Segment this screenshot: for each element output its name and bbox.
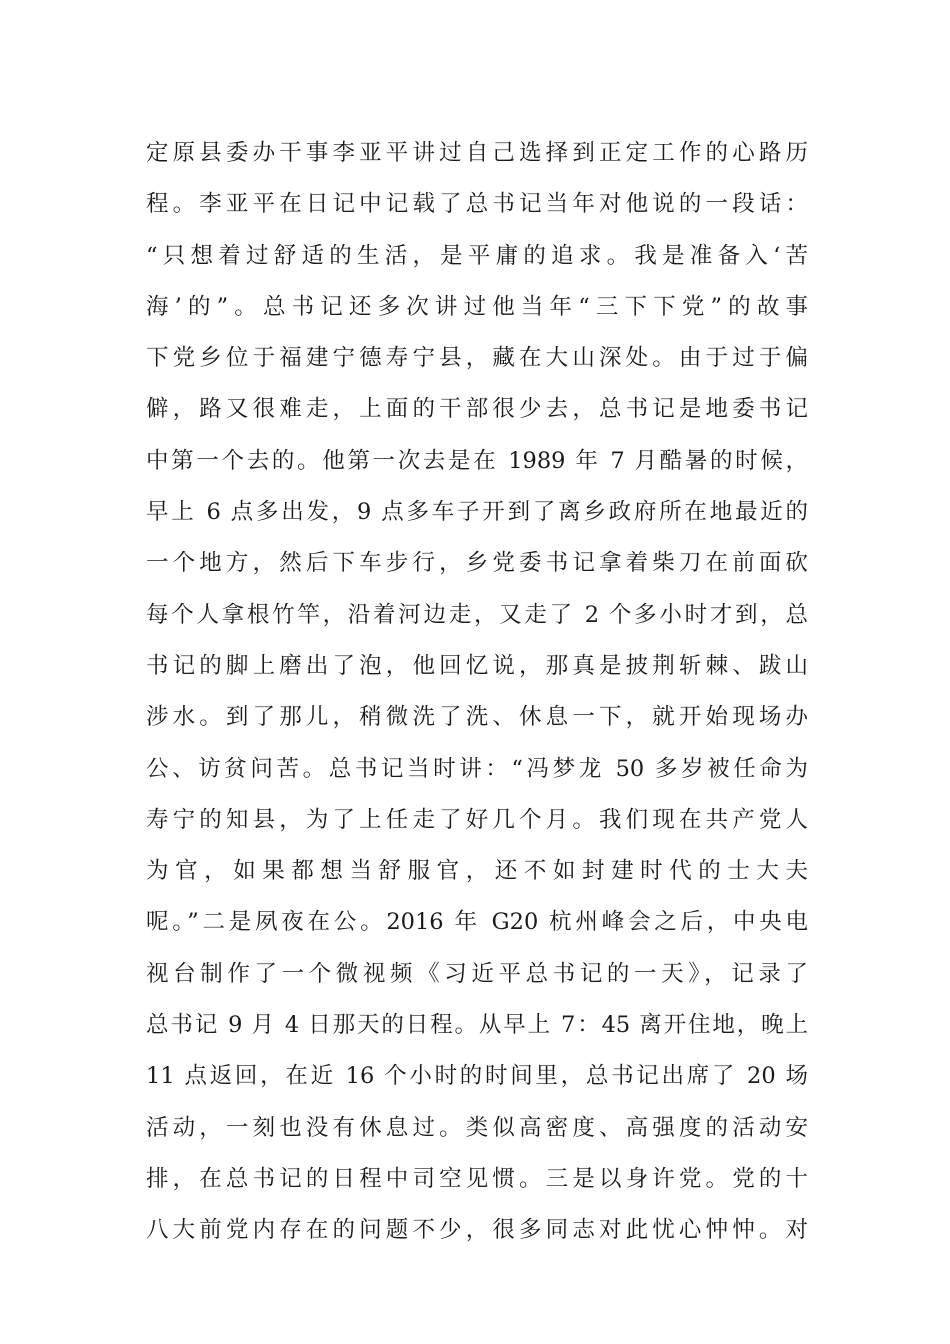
text-line: 视台制作了一个微视频《习近平总书记的一天》，记录了 — [146, 960, 808, 987]
text-line: 八大前党内存在的问题不少，很多同志对此忧心忡忡。对 — [146, 1217, 808, 1244]
text-line: 寿宁的知县，为了上任走了好几个月。我们现在共产党人 — [146, 806, 808, 833]
text-line: 为官，如果都想当舒服官，还不如封建时代的士大夫 — [146, 858, 808, 885]
text-line: 每个人拿根竹竿，沿着河边走，又走了 2 个多小时才到，总 — [146, 601, 808, 628]
text-line: “只想着过舒适的生活，是平庸的追求。我是准备入‘苦 — [146, 242, 808, 269]
text-line: 活动，一刻也没有休息过。类似高密度、高强度的活动安 — [146, 1114, 808, 1141]
text-line: 一个地方，然后下车步行，乡党委书记拿着柴刀在前面砍 — [146, 550, 808, 577]
text-line: 早上 6 点多出发，9 点多车子开到了离乡政府所在地最近的 — [146, 499, 808, 526]
text-line: 公、访贫问苦。总书记当时讲：“冯梦龙 50 多岁被任命为 — [146, 755, 808, 782]
text-line: 11 点返回，在近 16 个小时的时间里，总书记出席了 20 场 — [146, 1063, 808, 1090]
body-text — [146, 128, 808, 1257]
text-line: 定原县委办干事李亚平讲过自己选择到正定工作的心路历 — [146, 140, 808, 166]
text-line: 呢。”二是夙夜在公。2016 年 G20 杭州峰会之后，中央电 — [146, 909, 808, 936]
text-line: 程。李亚平在日记中记载了总书记当年对他说的一段话： — [146, 191, 808, 218]
text-line: 下党乡位于福建宁德寿宁县，藏在大山深处。由于过于偏 — [146, 345, 808, 372]
text-line: 总书记 9 月 4 日那天的日程。从早上 7：45 离开住地，晚上 — [146, 1012, 808, 1039]
text-line: 僻，路又很难走，上面的干部很少去，总书记是地委书记 — [146, 396, 808, 423]
text-line: 书记的脚上磨出了泡，他回忆说，那真是披荆斩棘、跋山 — [146, 652, 808, 679]
text-line: 涉水。到了那儿，稍微洗了洗、休息一下，就开始现场办 — [146, 704, 808, 731]
text-line: 排，在总书记的日程中司空见惯。三是以身许党。党的十 — [146, 1165, 808, 1192]
text-line: 中第一个去的。他第一次去是在 1989 年 7 月酷暑的时候， — [146, 447, 808, 474]
text-line: 海’的”。总书记还多次讲过他当年“三下下党”的故事 — [146, 293, 808, 320]
